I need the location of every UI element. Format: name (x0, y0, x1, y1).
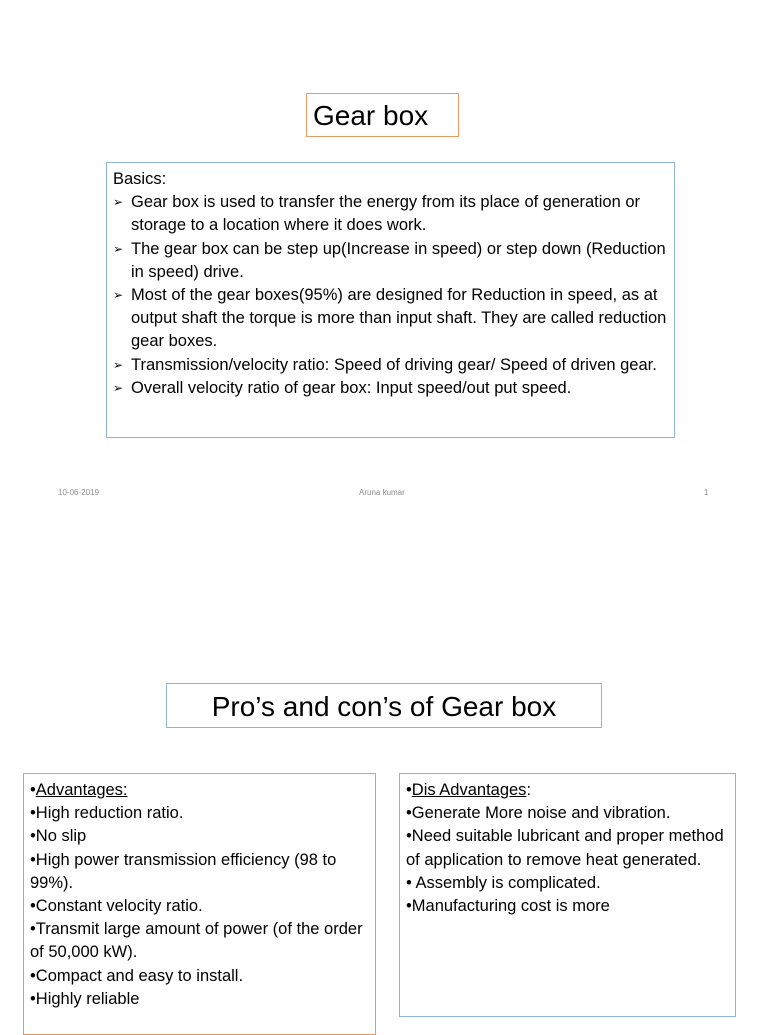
list-item: • Assembly is complicated. (406, 873, 601, 892)
footer-page-number: 1 (704, 488, 709, 497)
list-item: •High reduction ratio. (30, 804, 184, 823)
list-item: •No slip (30, 827, 87, 846)
list-item: •Highly reliable (30, 989, 140, 1008)
list-item: •Generate More noise and vibration. (406, 804, 671, 823)
basics-heading: Basics: (113, 170, 167, 188)
arrow-bullet-icon: ➢ (113, 241, 124, 256)
footer-date: 10-06-2019 (58, 488, 99, 497)
list-item: ➢ Transmission/velocity ratio: Speed of driving gear/ Speed of driven gear. (113, 354, 668, 377)
footer-author: Aruna kumar (359, 488, 405, 497)
basics-list (113, 191, 668, 400)
arrow-bullet-icon: ➢ (113, 195, 124, 210)
arrow-bullet-icon: ➢ (113, 380, 124, 395)
slide-2 (0, 512, 768, 1024)
list-item: ➢ Most of the gear boxes(95%) are designed for Reduction in speed, as at output shaft the torque is more than input shaft. They are called reduction gear boxes. (113, 286, 667, 351)
list-item: •Manufacturing cost is more (406, 897, 610, 916)
basics-box (106, 162, 675, 438)
slide-title: Gear box (306, 93, 459, 137)
slide-1 (0, 0, 768, 512)
list-item: ➢ Overall velocity ratio of gear box: Input speed/out put speed. (113, 377, 668, 400)
list-item: ➢ Gear box is used to transfer the energy from its place of generation or storage to a location where it does work. (113, 193, 641, 235)
disadvantages-box (399, 773, 736, 1017)
list-item: •Need suitable lubricant and proper method of application to remove heat generated. (406, 827, 724, 869)
slide-title: Pro’s and con’s of Gear box (166, 683, 602, 728)
list-item: ➢ The gear box can be step up(Increase in speed) or step down (Reduction in speed) drive. (113, 239, 666, 281)
disadvantages-heading: •Dis Advantages: (406, 781, 532, 799)
list-item: •High power transmission efficiency (98 to 99%). (30, 850, 337, 892)
advantages-box (23, 773, 376, 1035)
arrow-bullet-icon: ➢ (113, 357, 124, 372)
disadvantages-list (406, 802, 729, 918)
list-item: •Constant velocity ratio. (30, 897, 203, 916)
arrow-bullet-icon: ➢ (113, 288, 124, 303)
advantages-list (30, 802, 369, 1011)
advantages-heading: •Advantages: (30, 781, 128, 799)
list-item: •Transmit large amount of power (of the order of 50,000 kW). (30, 920, 363, 962)
list-item: •Compact and easy to install. (30, 966, 244, 985)
